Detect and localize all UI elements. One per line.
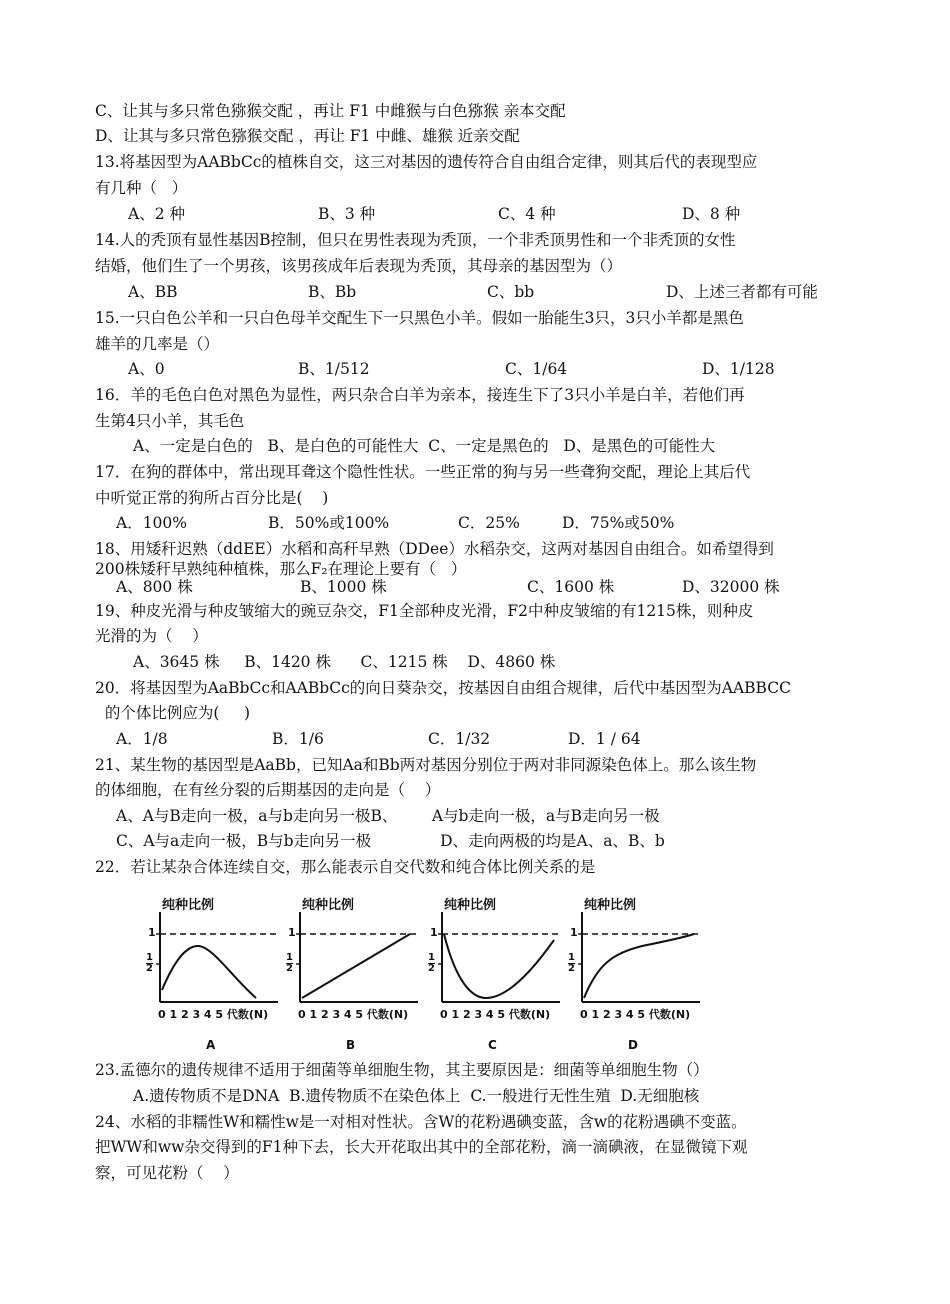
q20-option-a: A．1/8 [116,730,168,748]
half-numerator: 1 [568,952,575,963]
q21-stem-line1: 21、某生物的基因型是AaBb，已知Aa和Bb两对基因分别位于两对非同源染色体上。那么该生物 [95,756,757,774]
q16-options: A、一定是白色的 B、是白色的可能性大 C、一定是黑色的 D、是黑色的可能性大 [133,437,716,455]
q14-option-c: C、bb [487,283,535,301]
q15-option-c: C、1/64 [505,360,568,378]
q21-stem-line2: 的体细胞，在有丝分裂的后期基因的走向是（ ） [95,781,441,799]
q20-stem-line1: 20．将基因型为AaBbCc和AABbCc的向日葵杂交，按基因自由组合规律，后代中基因型为AABBCC [95,679,791,697]
q13-stem-line2: 有几种（ ） [95,179,188,197]
graph-y-title: 纯种比例 [302,898,355,913]
curve-rapid-rise-to-1 [584,934,694,998]
curve-rise-then-fall [162,946,256,998]
q22-graphs [148,890,718,1060]
q19-stem-line1: 19、种皮光滑与种皮皱缩大的豌豆杂交，F1全部种皮光滑，F2中种皮皱缩的有1215株，则种皮 [95,602,754,620]
q21-options-line1: A、A与B走向一极，a与b走向另一极B、 A与b走向一极，a与B走向另一极 [116,807,660,825]
x-axis-ticks: 0 1 2 3 4 5 代数(N) [158,1008,269,1021]
q24-stem-line1: 24、水稻的非糯性W和糯性w是一对相对性状。含W的花粉遇碘变蓝，含w的花粉遇碘不变蓝。 [95,1113,747,1131]
q13-option-a: A、2 种 [128,205,185,223]
q15-option-b: B、1/512 [298,360,370,378]
q13-option-c: C、4 种 [498,205,556,223]
y-tick-one: 1 [148,926,156,939]
q13-stem-line1: 13.将基因型为AABbCc的植株自交，这三对基因的遗传符合自由组合定律，则其后代的表现型应 [95,153,758,171]
graph-y-title: 纯种比例 [444,898,497,913]
q17-stem-line2: 中听觉正常的狗所占百分比是( ) [95,489,329,507]
graph-label: C [488,1038,497,1052]
half-denominator: 2 [146,963,153,974]
q12-option-d: D、让其与多只常色猕猴交配 ，再让 F1 中雌、雄猴 近亲交配 [95,127,520,145]
y-tick-one: 1 [570,926,578,939]
q18-option-a: A、800 株 [116,578,193,596]
x-axis-ticks: 0 1 2 3 4 5 代数(N) [580,1008,691,1021]
q14-option-b: B、Bb [308,283,357,301]
q14-option-d: D、上述三者都有可能 [666,283,818,301]
y-tick-one: 1 [430,926,438,939]
y-tick-one: 1 [288,926,296,939]
q12-option-c: C、让其与多只常色猕猴交配 ，再让 F1 中雌猴与白色猕猴 亲本交配 [95,102,566,120]
x-axis-ticks: 0 1 2 3 4 5 代数(N) [298,1008,409,1021]
q18-option-c: C、1600 株 [527,578,615,596]
q23-stem: 23.孟德尔的遗传规律不适用于细菌等单细胞生物，其主要原因是：细菌等单细胞生物（） [95,1061,709,1079]
q13-option-b: B、3 种 [318,205,376,223]
half-numerator: 1 [428,952,435,963]
curve-linear-increase [302,934,410,998]
q19-stem-line2: 光滑的为（ ） [95,627,208,645]
q23-options: A.遗传物质不是DNA B.遗传物质不在染色体上 C.一般进行无性生殖 D.无细胞核 [133,1087,700,1105]
q20-option-d: D．1 / 64 [568,730,641,748]
q24-stem-line2: 把WW和ww杂交得到的F1种下去，长大开花取出其中的全部花粉，滴一滴碘液，在显微镜下观 [95,1138,748,1156]
y-tick-half [146,953,153,974]
q15-option-a: A、0 [128,360,165,378]
graph-y-title: 纯种比例 [584,898,637,913]
q20-stem-line2: 的个体比例应为( ) [95,704,251,722]
q22-stem: 22．若让某杂合体连续自交，那么能表示自交代数和纯合体比例关系的是 [95,858,596,876]
half-denominator: 2 [286,963,293,974]
graph-a [148,890,288,1060]
q17-option-a: A．100% [116,514,188,532]
q18-stem-line2: 200株矮秆早熟纯种植株，那么F₂在理论上要有（ ） [95,560,467,578]
q15-option-d: D、1/128 [702,360,775,378]
q19-options: A、3645 株 B、1420 株 C、1215 株 D、4860 株 [133,653,556,671]
graph-d [570,890,710,1060]
graph-b [288,890,428,1060]
q17-option-d: D．75%或50% [562,514,675,532]
q17-option-c: C．25% [458,514,520,532]
y-tick-half [568,953,575,974]
q14-stem-line2: 结婚，他们生了一个男孩，该男孩成年后表现为秃顶，其母亲的基因型为（） [95,257,623,275]
q16-stem-line1: 16．羊的毛色白色对黑色为显性，两只杂合白羊为亲本，接连生下了3只小羊是白羊，若他们再 [95,386,745,404]
graph-y-title: 纯种比例 [162,898,215,913]
q20-option-b: B．1/6 [272,730,324,748]
half-numerator: 1 [286,952,293,963]
y-tick-half [428,953,435,974]
q15-stem-line1: 15.一只白色公羊和一只白色母羊交配生下一只黑色小羊。假如一胎能生3只，3只小羊都是黑色 [95,309,744,327]
half-denominator: 2 [568,963,575,974]
half-numerator: 1 [146,952,153,963]
q24-stem-line3: 察，可见花粉（ ） [95,1164,239,1182]
q16-stem-line2: 生第4只小羊，其毛色 [95,412,245,430]
graph-label: B [346,1038,356,1052]
q21-options-line2: C、A与a走向一极，B与b走向另一极 D、走向两极的均是A、a、B、b [116,832,665,850]
half-denominator: 2 [428,963,435,974]
q14-option-a: A、BB [128,283,178,301]
q18-stem-line1: 18、用矮秆迟熟（ddEE）水稻和高秆早熟（DDee）水稻杂交，这两对基因自由组合。如希望得到 [95,540,774,558]
x-axis-ticks: 0 1 2 3 4 5 代数(N) [440,1008,551,1021]
graph-label: D [628,1038,638,1052]
graph-label: A [206,1038,216,1052]
curve-fall-then-rise [444,934,554,998]
q18-option-d: D、32000 株 [682,578,780,596]
graph-c [430,890,570,1060]
q17-stem-line1: 17．在狗的群体中，常出现耳聋这个隐性性状。一些正常的狗与另一些聋狗交配，理论上其后代 [95,463,751,481]
q14-stem-line1: 14.人的秃顶有显性基因B控制，但只在男性表现为秃顶，一个非秃顶男性和一个非秃顶的女性 [95,231,736,249]
q13-option-d: D、8 种 [682,205,741,223]
q20-option-c: C．1/32 [428,730,491,748]
q15-stem-line2: 雄羊的几率是（） [95,335,220,353]
q17-option-b: B．50%或100% [268,514,390,532]
y-tick-half [286,953,293,974]
q18-option-b: B、1000 株 [300,578,387,596]
